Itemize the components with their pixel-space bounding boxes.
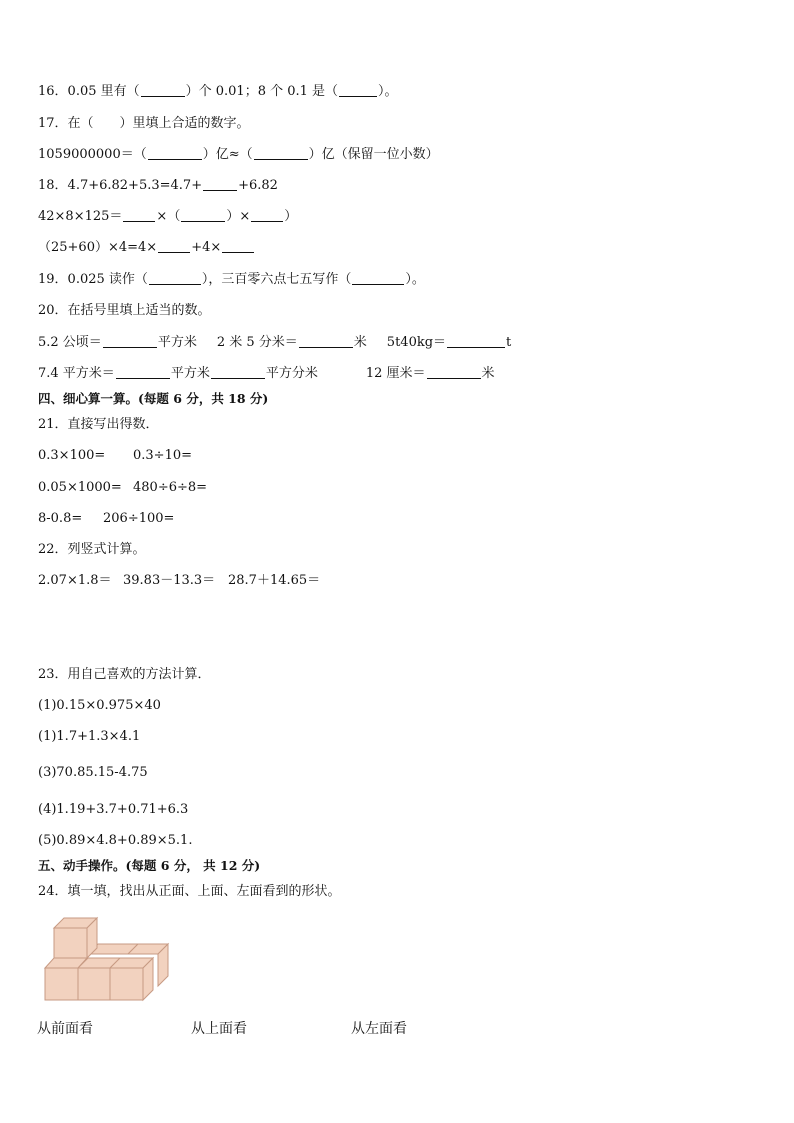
q23-item-2: (1)1.7+1.3×4.1	[38, 729, 141, 744]
q17-text-a: 1059000000＝（	[38, 147, 147, 162]
q19-text-a: 19．0.025 读作（	[38, 272, 148, 287]
q20-l2-blank-3[interactable]	[427, 366, 481, 379]
q18-line-1	[38, 178, 278, 194]
q18-l3-blank-2[interactable]	[222, 240, 254, 253]
q18-l1-text-a: 18．4.7+6.82+5.3=4.7+	[38, 178, 203, 193]
cube-front-face	[45, 968, 78, 1000]
cube-front-face	[54, 928, 87, 958]
q20-l1-text-d: 米	[353, 335, 367, 350]
q21-row-3	[38, 511, 174, 527]
cube-stack-figure	[40, 914, 180, 1009]
q21-item: 0.3÷10=	[133, 448, 193, 463]
q18-l3-text-b: +4×	[191, 240, 222, 255]
q20-line-2	[38, 366, 495, 382]
q20-l1-text-b: 平方米	[157, 335, 197, 350]
q20-l2-text-a: 7.4 平方米＝	[38, 366, 115, 381]
q20-l1-blank-2[interactable]	[299, 335, 353, 348]
q17-blank-1[interactable]	[148, 147, 202, 160]
q21-item: 8-0.8=	[38, 511, 83, 526]
q18-l2-blank-1[interactable]	[123, 209, 155, 222]
q17-text-b: ）亿≈（	[202, 147, 253, 162]
q17-blank-2[interactable]	[254, 147, 308, 160]
q18-l3-blank-1[interactable]	[158, 240, 190, 253]
q21-row-2	[38, 480, 207, 496]
q18-l2-text-d: ）	[284, 209, 298, 224]
q19-text-b: ），三百零六点七五写作（	[201, 272, 352, 287]
q23-title: 23．用自己喜欢的方法计算．	[38, 667, 211, 682]
q19-blank-2[interactable]	[352, 272, 404, 285]
q23-item-1: (1)0.15×0.975×40	[38, 698, 161, 713]
q20-l2-blank-2[interactable]	[211, 366, 265, 379]
q20-l2-blank-1[interactable]	[116, 366, 170, 379]
q21-title: 21．直接写出得数．	[38, 417, 159, 432]
q17-line	[38, 147, 439, 163]
q19-blank-1[interactable]	[149, 272, 201, 285]
q18-l2-text-a: 42×8×125＝	[38, 209, 123, 224]
q20-l1-text-a: 5.2 公顷＝	[38, 335, 102, 350]
q20-l2-text-c: 平方分米	[265, 366, 318, 381]
q22-item: 39.83－13.3＝	[123, 573, 216, 588]
q20-l2-text-e: 米	[481, 366, 495, 381]
q18-l2-blank-3[interactable]	[251, 209, 283, 222]
q24-title: 24．填一填，找出从正面、上面、左面看到的形状。	[38, 884, 341, 899]
question-16	[38, 84, 398, 100]
q23-item-4: (4)1.19+3.7+0.71+6.3	[38, 802, 189, 817]
q22-items	[38, 573, 320, 589]
q20-l2-text-b: 平方米	[170, 366, 210, 381]
q16-text-a: 16．0.05 里有（	[38, 84, 140, 99]
q18-l2-text-b: ×（	[156, 209, 181, 224]
q18-line-2	[38, 209, 297, 225]
cube-front-face	[110, 968, 143, 1000]
q18-l2-blank-2[interactable]	[181, 209, 225, 222]
q20-l1-text-c: 2 米 5 分米＝	[216, 335, 298, 350]
q22-item: 2.07×1.8＝	[38, 573, 112, 588]
q17-title: 17．在（ ）里填上合适的数字。	[38, 116, 250, 131]
q16-blank-1[interactable]	[141, 84, 185, 97]
section-4-heading: 四、细心算一算。(每题 6 分，共 18 分)	[38, 391, 269, 406]
q20-title: 20．在括号里填上适当的数。	[38, 303, 211, 318]
q22-title: 22．列竖式计算。	[38, 542, 146, 557]
q20-l1-blank-1[interactable]	[103, 335, 157, 348]
view-label-left: 从左面看	[351, 1021, 407, 1037]
q17-text-c: ）亿（保留一位小数）	[308, 147, 439, 162]
q18-l3-text-a: （25+60）×4=4×	[38, 240, 158, 255]
q19-text-c: ）。	[405, 272, 425, 287]
q21-row-1	[38, 448, 192, 464]
q20-l1-text-e: 5t40kg＝	[386, 335, 447, 350]
q23-item-5: (5)0.89×4.8+0.89×5.1.	[38, 833, 193, 848]
question-19	[38, 272, 425, 288]
view-label-front: 从前面看	[37, 1021, 93, 1037]
q20-l1-blank-3[interactable]	[447, 335, 505, 348]
q18-l1-blank[interactable]	[203, 178, 237, 191]
q22-item: 28.7＋14.65＝	[228, 573, 321, 588]
q21-item: 480÷6÷8=	[133, 480, 208, 495]
q16-text-c: ）。	[378, 84, 398, 99]
q16-blank-2[interactable]	[339, 84, 377, 97]
q20-l1-text-f: t	[506, 335, 512, 350]
view-label-top: 从上面看	[191, 1021, 247, 1037]
q20-line-1	[38, 335, 511, 351]
q18-l1-text-b: +6.82	[238, 178, 278, 193]
q18-l2-text-c: ）×	[226, 209, 251, 224]
q21-item: 206÷100=	[103, 511, 175, 526]
q18-line-3	[38, 240, 255, 256]
q16-text-b: ）个 0.01；8 个 0.1 是（	[185, 84, 339, 99]
cube-front-face	[78, 968, 110, 1000]
q20-l2-text-d: 12 厘米＝	[365, 366, 426, 381]
section-5-heading: 五、动手操作。(每题 6 分， 共 12 分)	[38, 858, 261, 873]
q23-item-3: (3)70.85.15-4.75	[38, 765, 148, 780]
q21-item: 0.3×100=	[38, 448, 106, 463]
q21-item: 0.05×1000=	[38, 480, 122, 495]
